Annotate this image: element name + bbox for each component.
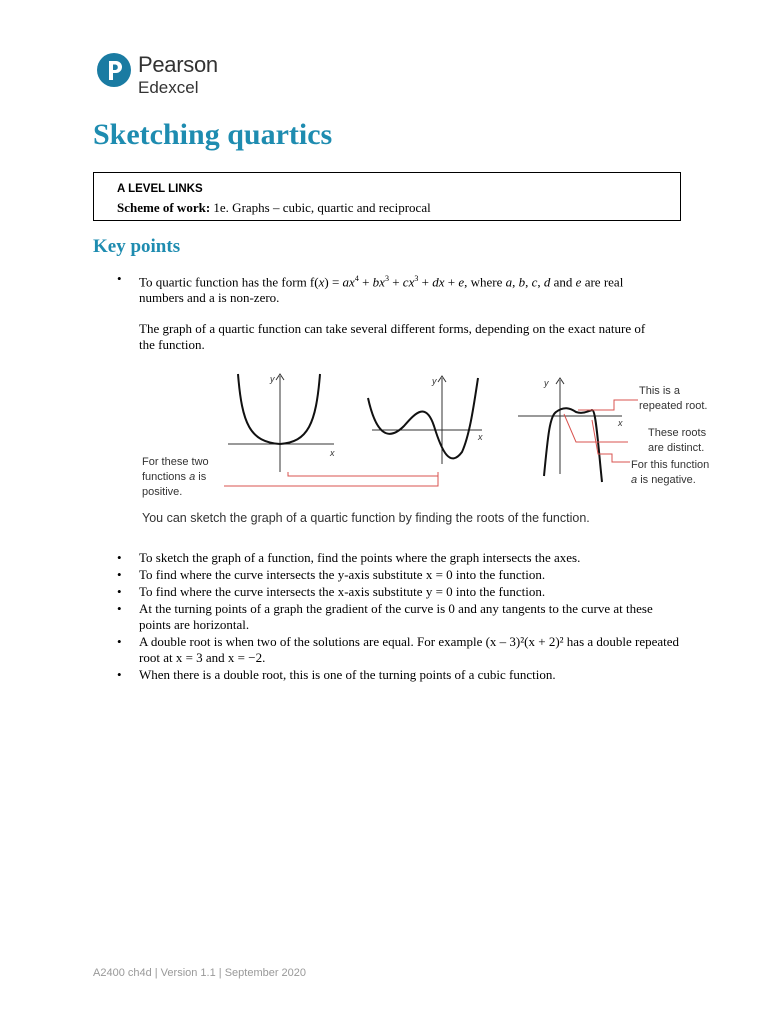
label-negative-1: For this function [631,459,710,471]
scheme-label: Scheme of work: [117,200,211,215]
label-distinct-2: are distinct. [648,442,705,454]
label-positive-1: For these two [142,456,209,468]
figure-caption: You can sketch the graph of a quartic function by finding the roots of the function. [142,511,590,525]
intro-tail: numbers and a is non-zero. [139,290,280,306]
label-repeated-2: repeated root. [639,400,708,412]
pearson-logo-icon [96,52,132,88]
links-heading: A LEVEL LINKS [117,183,203,195]
label-repeated-1: This is a [639,385,680,397]
graph2-x-label: x [478,432,483,442]
key-points-heading: Key points [93,236,181,257]
intro-lead: To quartic function has the form f( [139,274,319,290]
graph3-x-label: x [618,418,623,428]
list-item: • At the turning points of a graph the gradient of the curve is 0 and any tangents to the curve at these points are horizontal. [139,601,684,633]
graph3-y-label: y [544,378,549,388]
list-item: • When there is a double root, this is one of the turning points of a cubic function. [139,667,684,683]
graph1-y-label: y [270,374,275,384]
brand-name: Pearson [138,52,218,77]
list-item: • To find where the curve intersects the y-axis substitute x = 0 into the function. [139,567,684,583]
pearson-edexcel-logo [96,50,236,102]
brand-sub: Edexcel [138,78,199,97]
intro-paragraph-2: The graph of a quartic function can take several different forms, depending on the exact nature of the function. [139,321,646,352]
page-footer: A2400 ch4d | Version 1.1 | September 2020 [93,967,307,979]
intro-bullet: • To quartic function has the form $f(x) = ax^4 + bx^3 + cx^3$ + dx + e, where a, b, c, d and e are real numbers and a is non-zero. [117,271,624,306]
page-title: Sketching quartics [93,118,333,151]
bullet-icon: • [117,271,122,286]
graph2-y-label: y [432,376,437,386]
list-item: • To sketch the graph of a function, find the points where the graph intersects the axes. [139,550,684,566]
key-points-list [139,550,684,684]
graph-positive-distinct-roots [368,376,483,464]
label-positive-3: positive. [142,486,183,498]
list-item: • To find where the curve intersects the x-axis substitute y = 0 into the function. [139,584,684,600]
label-distinct-1: These roots [648,427,707,439]
a-level-links-box [93,172,681,221]
graph-positive-double-root [228,374,335,472]
label-positive-2: functions a is [142,471,207,483]
quartic-graphs-figure [140,364,730,534]
scheme-of-work-line [117,200,431,216]
list-item: • A double root is when two of the solutions are equal. For example (x – 3)²(x + 2)² has a double repeated root at x = 3 and x = −2. [139,634,684,666]
graph1-x-label: x [330,448,335,458]
scheme-text: 1e. Graphs – cubic, quartic and reciprocal [210,200,431,215]
label-negative-2: a is negative. [631,474,696,486]
